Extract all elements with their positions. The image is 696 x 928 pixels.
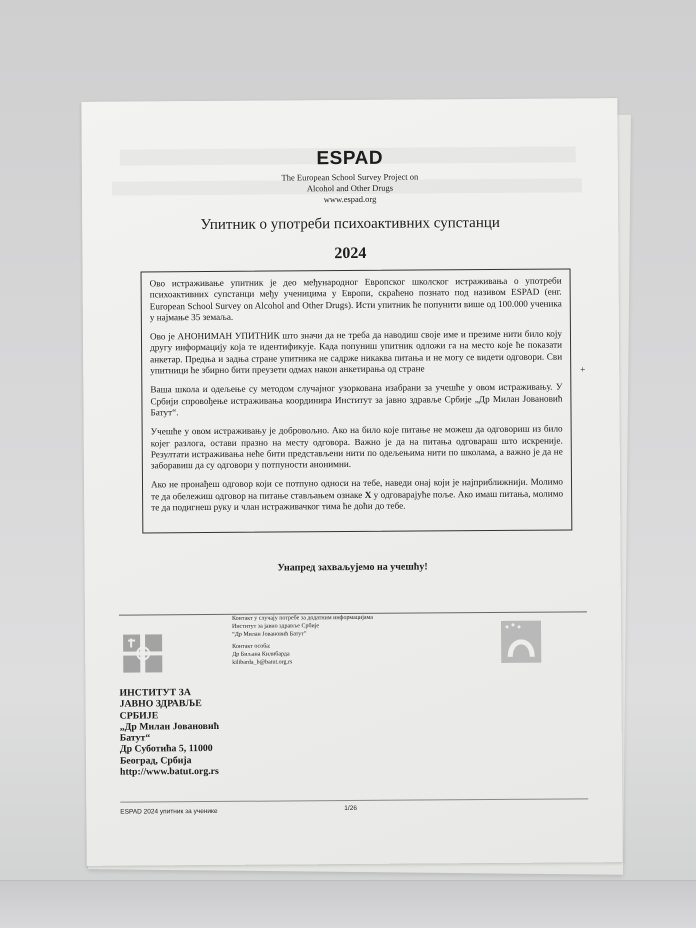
table-edge	[0, 880, 696, 928]
intro-paragraph-4: Учешће у овом истраживању је добровољно. Ако на било које питање не можеш да одговориш из било којег разлога, остави празно на месту одговора. Важно је да на питања одговараш што искреније. Резултати истраживања неће бити представљени нити по одељењима нити по школама, а важно је да не заборавиш да су одговори у потпуности анонимни.	[151, 424, 563, 472]
institute-logo	[121, 631, 165, 675]
intro-p5-end: у одговарајуће поље. Ако имаш питања, молимо те да подигнеш руку и члан истраживачког тима ће доћи до тебе.	[151, 488, 563, 512]
intro-paragraph-2: Ово је АНОНИМАН УПИТНИК што значи да не треба да наводиш своје име и презиме нити било коју другу информацију која те идентификује. Када попуниш упитник одложи га на место које ће показати анкетар. Предња и задња стране упитника не садрже никаква питања и не могу се видети одговори. Сви упитници ће збирно бити преузети одмах након анкетирања од стране	[150, 329, 562, 377]
intro-p5-start: Ако не пронађеш одговор који се потпуно односи на тебе, наведи онај који је најприближнији. Молимо те да обележиш одговор на питање стављањем ознаке	[151, 477, 563, 501]
contact-email: kilibarda_b@batut.org.rs	[232, 659, 292, 667]
contact-line-2: Институт за јавно здравље Србије	[232, 623, 319, 631]
contact-line-3: “Др Милан Јовановић Батут”	[232, 631, 307, 639]
institute-line-8: http://www.batut.org.rs	[120, 766, 219, 778]
contact-line-1: Контакт у случају потребе за додатним информацијама	[232, 615, 373, 623]
institute-line-1: ИНСТИТУТ ЗА	[119, 687, 218, 699]
divider-footer	[120, 798, 588, 802]
institute-line-4: „Др Милан Јовановић	[120, 721, 219, 733]
intro-paragraph-1: Ово истраживање упитник је део међународног Европског школског истраживања о употреби психоактивних супстанци међу ученицима у Европи, скраћено познато под називом ESPAD (енг. European School Survey on Alcohol and Other Drugs). Исти упитник ће попунити више од 100.000 ученика у најмање 35 земаља.	[150, 276, 562, 324]
intro-box	[141, 268, 573, 533]
eu-logo	[499, 619, 543, 665]
institute-line-5: Батут“	[120, 732, 219, 744]
year: 2024	[82, 243, 618, 265]
subtitle-line-1: The European School Survey Project on	[82, 170, 618, 185]
institute-line-2: ЈАВНО ЗДРАВЉЕ	[120, 698, 219, 710]
institute-line-7: Београд, Србија	[120, 755, 219, 767]
subtitle-line-2: Alcohol and Other Drugs	[82, 181, 618, 196]
page-number: 1/26	[344, 805, 357, 812]
contact-person-label: Контакт особа:	[232, 644, 270, 652]
intro-paragraph-3: Ваша школа и одељење су методом случајног узоркована изабрани за учешће у овом истраживању. У Србији спровођење истраживања координира Институт за јавно здравље Србије „Др Милан Јовановић Батут“.	[150, 382, 562, 419]
website: www.espad.org	[82, 192, 618, 207]
mark-symbol: X	[365, 490, 372, 500]
margin-mark: +	[580, 364, 585, 374]
questionnaire-title: Упитник о употреби психоактивних супстанци	[82, 214, 618, 235]
institute-line-3: СРБИЈЕ	[120, 710, 219, 722]
institute-line-6: Др Суботића 5, 11000	[120, 743, 219, 755]
contact-person-name: Др Биљана Килибарда	[232, 651, 289, 659]
questionnaire-page	[81, 98, 622, 866]
thanks-line: Унапред захваљујемо на учешћу!	[85, 560, 621, 575]
footer-title: ESPAD 2024 упитник за ученике	[120, 808, 217, 816]
espad-title: ESPAD	[82, 146, 618, 172]
institute-address	[119, 687, 219, 778]
intro-paragraph-5	[151, 477, 563, 514]
